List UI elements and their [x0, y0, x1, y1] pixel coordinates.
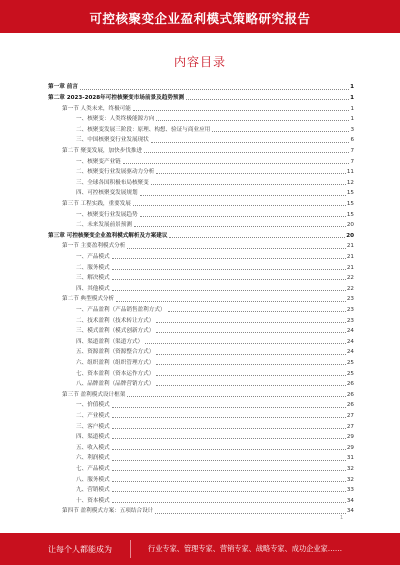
toc-entry[interactable] [48, 391, 354, 398]
toc-page-number: 15 [346, 190, 354, 197]
toc-leader-dots [134, 226, 346, 227]
toc-entry[interactable] [48, 476, 354, 483]
toc-entry-label: 一、核聚变产业链 [76, 158, 121, 165]
toc-entry[interactable] [48, 116, 354, 123]
toc-entry-label: 五、收入模式 [76, 444, 110, 451]
toc-entry[interactable] [48, 370, 354, 377]
toc-entry-label: 十、资本模式 [76, 497, 110, 504]
toc-entry-label: 第三节 工程实践，重要发展 [62, 201, 131, 207]
toc-page-number: 23 [346, 296, 354, 303]
toc-leader-dots [116, 301, 346, 302]
toc-entry[interactable] [48, 296, 354, 303]
report-title: 可控核聚变企业盈利模式策略研究报告 [89, 11, 311, 26]
toc-entry-label: 三、中国核聚变行业发展现状 [76, 137, 149, 144]
toc-entry[interactable] [48, 105, 354, 112]
toc-entry-label: 一、核聚变：人类终极能源方向 [76, 116, 155, 123]
toc-entry[interactable] [48, 317, 354, 324]
toc-entry[interactable] [48, 423, 354, 430]
toc-leader-dots [156, 354, 346, 355]
toc-entry[interactable] [48, 243, 354, 250]
toc-entry-label: 四、其他模式 [76, 285, 110, 292]
toc-entry-label: 第二章 2023-2028年可控核聚变市场前景及趋势预测 [48, 95, 185, 101]
toc-page-number: 24 [346, 328, 354, 335]
toc-leader-dots [112, 438, 346, 439]
toc-leader-dots [151, 184, 346, 185]
footer-divider [130, 540, 131, 558]
toc-page-number: 27 [346, 413, 354, 419]
toc-leader-dots [169, 237, 345, 238]
toc-leader-dots [156, 120, 349, 121]
toc-page-number: 24 [346, 338, 354, 345]
toc-entry[interactable] [48, 232, 354, 239]
toc-page-number: 20 [346, 232, 354, 239]
toc-entry[interactable] [48, 211, 354, 218]
toc-entry[interactable] [48, 349, 354, 356]
toc-entry-label: 三、全球各国积极布局核聚变 [76, 179, 149, 186]
toc-entry[interactable] [48, 158, 354, 165]
toc-page-number: 25 [346, 360, 354, 366]
toc-page-number: 7 [350, 158, 354, 165]
toc-page-number: 21 [346, 264, 354, 271]
toc-entry[interactable] [48, 169, 354, 176]
toc-page-number: 34 [346, 497, 354, 504]
toc-page-number: 15 [346, 211, 354, 218]
toc-page-number: 34 [346, 508, 354, 515]
toc-entry-label: 八、服务模式 [76, 476, 110, 483]
toc-page-number: 12 [346, 179, 354, 186]
toc-entry-label: 一、价值模式 [76, 402, 110, 409]
toc-entry-label: 四、渠道盈利（渠道方式） [76, 338, 144, 345]
toc-entry[interactable] [48, 487, 354, 494]
toc-leader-dots [112, 491, 346, 492]
toc-page-number: 27 [346, 423, 354, 430]
toc-page-number: 23 [346, 307, 354, 313]
toc-leader-dots [156, 322, 346, 323]
toc-entry[interactable] [48, 360, 354, 367]
toc-page-number: 7 [350, 148, 354, 154]
toc-entry-label: 二、技术盈利（技术转让方式） [76, 317, 155, 324]
page-number: 1 [340, 515, 344, 521]
toc-entry[interactable] [48, 264, 354, 271]
toc-leader-dots [112, 449, 346, 450]
toc-leader-dots [186, 99, 349, 100]
toc-entry-label: 九、营销模式 [76, 487, 110, 494]
toc-page-number: 32 [346, 476, 354, 483]
toc-page-number: 25 [346, 370, 354, 377]
header-banner [0, 0, 400, 33]
toc-entry-label: 七、资本盈利（资本运作方式） [76, 370, 155, 377]
toc-leader-dots [156, 173, 346, 174]
toc-entry[interactable] [48, 179, 354, 186]
toc-entry-label: 一、产品盈利（产品销售盈利方式） [76, 307, 166, 313]
toc-page-number: 29 [346, 434, 354, 441]
toc-entry[interactable] [48, 497, 354, 504]
toc-leader-dots [123, 163, 350, 164]
toc-entry[interactable] [48, 338, 354, 345]
toc-entry-label: 二、服务模式 [76, 264, 110, 271]
toc-entry[interactable] [48, 222, 354, 229]
toc-leader-dots [140, 195, 346, 196]
toc-entry[interactable] [48, 413, 354, 420]
toc-leader-dots [112, 481, 346, 482]
toc-leader-dots [112, 279, 346, 280]
toc-page-number: 24 [346, 349, 354, 356]
toc-page-number: 11 [346, 169, 354, 176]
toc-page-number: 21 [346, 254, 354, 260]
toc-entry-label: 二、未来发展前景预测 [76, 222, 132, 229]
toc-entry-label: 第四节 盈利模式方案：五项结合设计 [62, 508, 154, 515]
toc-leader-dots [133, 110, 350, 111]
toc-page-number: 31 [346, 455, 354, 462]
toc-leader-dots [127, 396, 346, 397]
toc-leader-dots [151, 142, 350, 143]
toc-leader-dots [168, 311, 346, 312]
toc-page-number: 26 [346, 402, 354, 409]
toc-entry-label: 第三节 盈利模式设计框架 [62, 391, 126, 398]
toc-entry-label: 二、产业模式 [76, 413, 110, 419]
toc-leader-dots [112, 269, 346, 270]
footer-slogan: 让每个人都能成为 [48, 545, 112, 554]
toc-leader-dots [145, 343, 346, 344]
toc-page-number: 23 [346, 317, 354, 324]
toc-entry[interactable] [48, 328, 354, 335]
toc-page-number: 20 [346, 222, 354, 229]
toc-entry-label: 第一节 主要盈利模式分析 [62, 243, 126, 250]
toc-leader-dots [155, 513, 346, 514]
toc-page-number: 33 [346, 487, 354, 494]
toc-entry[interactable] [48, 455, 354, 462]
toc-entry[interactable] [48, 84, 354, 91]
toc-entry[interactable] [48, 508, 354, 515]
toc-entry-label: 五、资源盈利（资源整合方式） [76, 349, 155, 356]
toc-page-number: 26 [346, 391, 354, 398]
toc-entry[interactable] [48, 275, 354, 282]
toc-leader-dots [156, 385, 346, 386]
toc-entry-label: 三、解决模式 [76, 275, 110, 282]
toc-leader-dots [112, 407, 346, 408]
toc-entry[interactable] [48, 137, 354, 144]
toc-page-number: 3 [350, 126, 354, 133]
toc-page-number: 6 [350, 137, 354, 144]
footer-tagline: 行业专家、管理专家、营销专家、战略专家、成功企业家…… [148, 544, 343, 553]
toc-leader-dots [140, 216, 346, 217]
toc-heading: 内容目录 [173, 55, 226, 69]
toc-entry-label: 三、模式盈利（模式创新方式） [76, 328, 155, 335]
toc-page-number: 15 [346, 201, 354, 207]
toc-leader-dots [144, 152, 349, 153]
toc-entry-label: 六、组织盈利（组织管理方式） [76, 360, 155, 366]
toc-entry-label: 一、核聚变行业发展趋势 [76, 211, 138, 218]
toc-entry[interactable] [48, 307, 354, 314]
toc-entry[interactable] [48, 201, 354, 208]
toc-entry-label: 四、渠道模式 [76, 434, 110, 441]
toc-leader-dots [80, 89, 349, 90]
toc-entry-label: 第三章 可控核聚变企业盈利模式解析及方案建议 [48, 232, 168, 239]
toc-leader-dots [112, 460, 346, 461]
toc-entry[interactable] [48, 95, 354, 102]
toc-entry[interactable] [48, 126, 354, 133]
toc-entry[interactable] [48, 402, 354, 409]
toc-entry-label: 第二节 聚变发展，加快步伐推进 [62, 148, 143, 154]
toc-entry-label: 二、核聚变发展三阶段：原理、构想、验证与商业应用 [76, 126, 211, 133]
toc-entry[interactable] [48, 466, 354, 473]
toc-leader-dots [112, 470, 346, 471]
toc-leader-dots [127, 248, 346, 249]
toc-page-number: 1 [350, 105, 354, 112]
toc-entry-label: 第二节 典型模式分析 [62, 296, 115, 303]
toc-page-number: 21 [346, 243, 354, 250]
toc-entry[interactable] [48, 434, 354, 441]
toc-leader-dots [156, 375, 346, 376]
toc-leader-dots [112, 428, 346, 429]
toc-entry-label: 第一章 前言 [48, 84, 78, 91]
toc-page-number: 32 [346, 466, 354, 472]
toc-page-number: 1 [350, 84, 354, 91]
toc-entry-label: 四、可控核聚变发展规划 [76, 190, 138, 197]
toc-entry-label: 八、品牌盈利（品牌营销方式） [76, 381, 155, 388]
toc-entry-label: 七、产品模式 [76, 466, 110, 472]
toc-leader-dots [133, 205, 346, 206]
toc-page-number: 1 [350, 95, 354, 101]
toc-page-number: 1 [350, 116, 354, 123]
toc-page-number: 26 [346, 381, 354, 388]
toc-leader-dots [112, 290, 346, 291]
toc-leader-dots [112, 417, 346, 418]
footer-banner [0, 533, 400, 565]
toc-entry[interactable] [48, 148, 354, 155]
toc-leader-dots [112, 502, 346, 503]
toc-entry-label: 六、利润模式 [76, 455, 110, 462]
toc-leader-dots [156, 364, 346, 365]
toc-leader-dots [112, 258, 346, 259]
toc-leader-dots [212, 131, 349, 132]
toc-entry-label: 一、产品模式 [76, 254, 110, 260]
toc-entry-label: 二、核聚变行业发展驱动力分析 [76, 169, 155, 176]
toc-page-number: 22 [346, 285, 354, 292]
toc-leader-dots [156, 332, 346, 333]
toc-entry[interactable] [48, 254, 354, 261]
toc-entry[interactable] [48, 285, 354, 292]
toc-entry[interactable] [48, 190, 354, 197]
toc-entry[interactable] [48, 381, 354, 388]
toc-entry-label: 三、客户模式 [76, 423, 110, 430]
toc-page-number: 29 [346, 444, 354, 451]
toc-entry-label: 第一节 人类未来，终极可能 [62, 105, 131, 112]
toc-page-number: 22 [346, 275, 354, 282]
toc-entry[interactable] [48, 444, 354, 451]
